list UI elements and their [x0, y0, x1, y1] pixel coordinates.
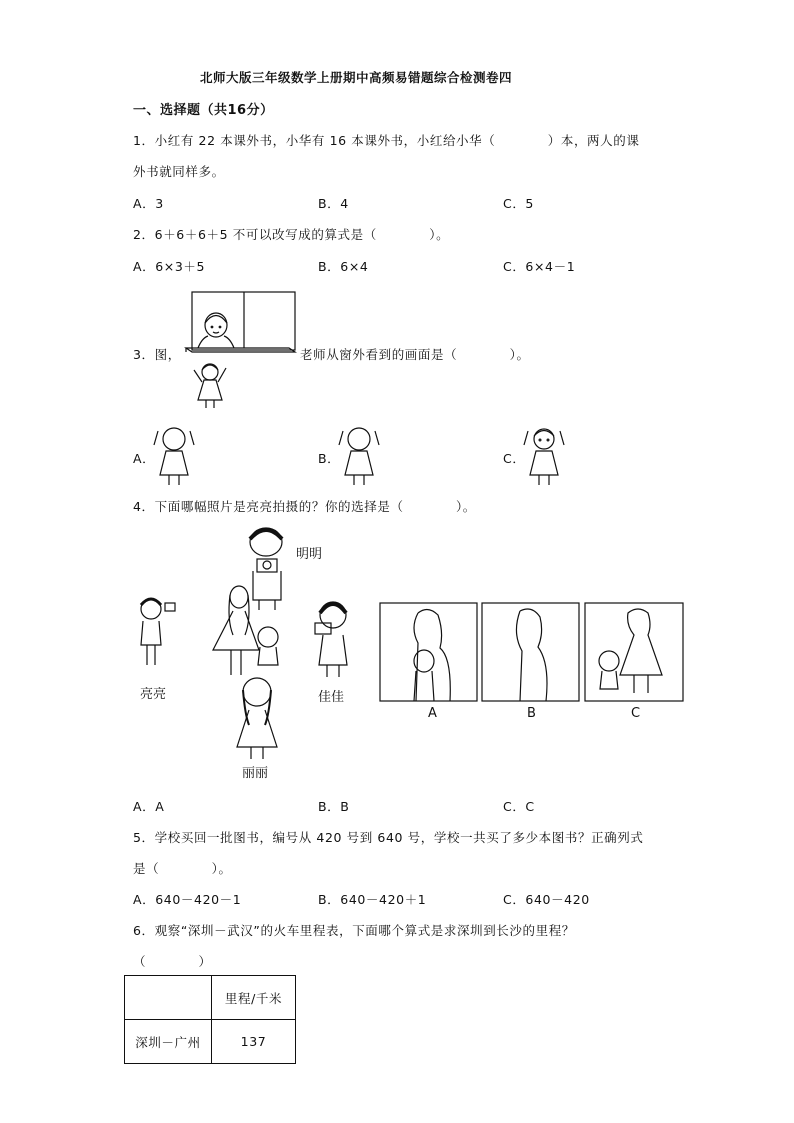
q4-option-c[interactable]: C．C — [503, 799, 535, 814]
table-cell: 深圳－广州 — [125, 1020, 212, 1064]
page-title: 北师大版三年级数学上册期中高频易错题综合检测卷四 — [200, 70, 513, 85]
photo-label-c: C — [631, 706, 641, 721]
table-cell: 137 — [212, 1020, 296, 1064]
name-lili: 丽丽 — [242, 766, 269, 781]
photo-label-a: A — [428, 706, 437, 721]
q3-option-c[interactable]: C． — [503, 451, 526, 466]
girl-back-view-b — [337, 425, 382, 487]
girl-back-view-a — [152, 425, 197, 487]
q4-option-b[interactable]: B．B — [318, 799, 350, 814]
q5-option-c[interactable]: C．640－420 — [503, 892, 590, 907]
q3-option-a[interactable]: A． — [133, 451, 156, 466]
q2-option-b[interactable]: B．6×4 — [318, 259, 369, 274]
window-scene-figure — [186, 290, 296, 415]
q2-option-a[interactable]: A．6×3＋5 — [133, 259, 206, 274]
section-heading: 一、选择题（共16分） — [133, 103, 274, 118]
table-row — [125, 976, 296, 1020]
question-1-line-2: 外书就同样多。 — [133, 164, 225, 179]
question-5-line-2: 是（ ）。 — [133, 861, 232, 876]
distance-table — [124, 975, 296, 1064]
q5-option-a[interactable]: A．640－420－1 — [133, 892, 242, 907]
q1-option-a[interactable]: A．3 — [133, 196, 164, 211]
q5-option-b[interactable]: B．640－420＋1 — [318, 892, 427, 907]
question-6-line-1: 6．观察“深圳－武汉”的火车里程表，下面哪个算式是求深圳到长沙的里程？ — [133, 923, 575, 938]
table-row — [125, 1020, 296, 1064]
q3-option-b[interactable]: B． — [318, 451, 341, 466]
children-scene-figure — [135, 525, 365, 780]
name-jiajia: 佳佳 — [318, 690, 345, 705]
girl-front-view-c — [522, 425, 567, 487]
q4-option-a[interactable]: A．A — [133, 799, 165, 814]
question-1-line-1: 1．小红有 22 本课外书，小华有 16 本课外书，小红给小华（ ）本，两人的课 — [133, 133, 640, 148]
table-header-cell: 里程/千米 — [212, 976, 296, 1020]
q1-option-b[interactable]: B．4 — [318, 196, 349, 211]
question-5-line-1: 5．学校买回一批图书，编号从 420 号到 640 号，学校一共买了多少本图书？正确列式 — [133, 830, 644, 845]
q2-option-c[interactable]: C．6×4－1 — [503, 259, 576, 274]
question-4: 4．下面哪幅照片是亮亮拍摄的？你的选择是（ ）。 — [133, 499, 476, 514]
name-mingming: 明明 — [296, 547, 323, 562]
photo-label-b: B — [527, 706, 536, 721]
question-2: 2．6＋6＋6＋5 不可以改写成的算式是（ ）。 — [133, 227, 450, 242]
photo-frames-figure — [380, 603, 685, 703]
table-header-cell — [125, 976, 212, 1020]
question-6-line-2: （ ） — [133, 954, 212, 969]
question-3-suffix: 老师从窗外看到的画面是（ ）。 — [300, 347, 530, 362]
question-3-prefix: 3．图， — [133, 347, 181, 362]
name-liangliang: 亮亮 — [140, 687, 167, 702]
q1-option-c[interactable]: C．5 — [503, 196, 534, 211]
